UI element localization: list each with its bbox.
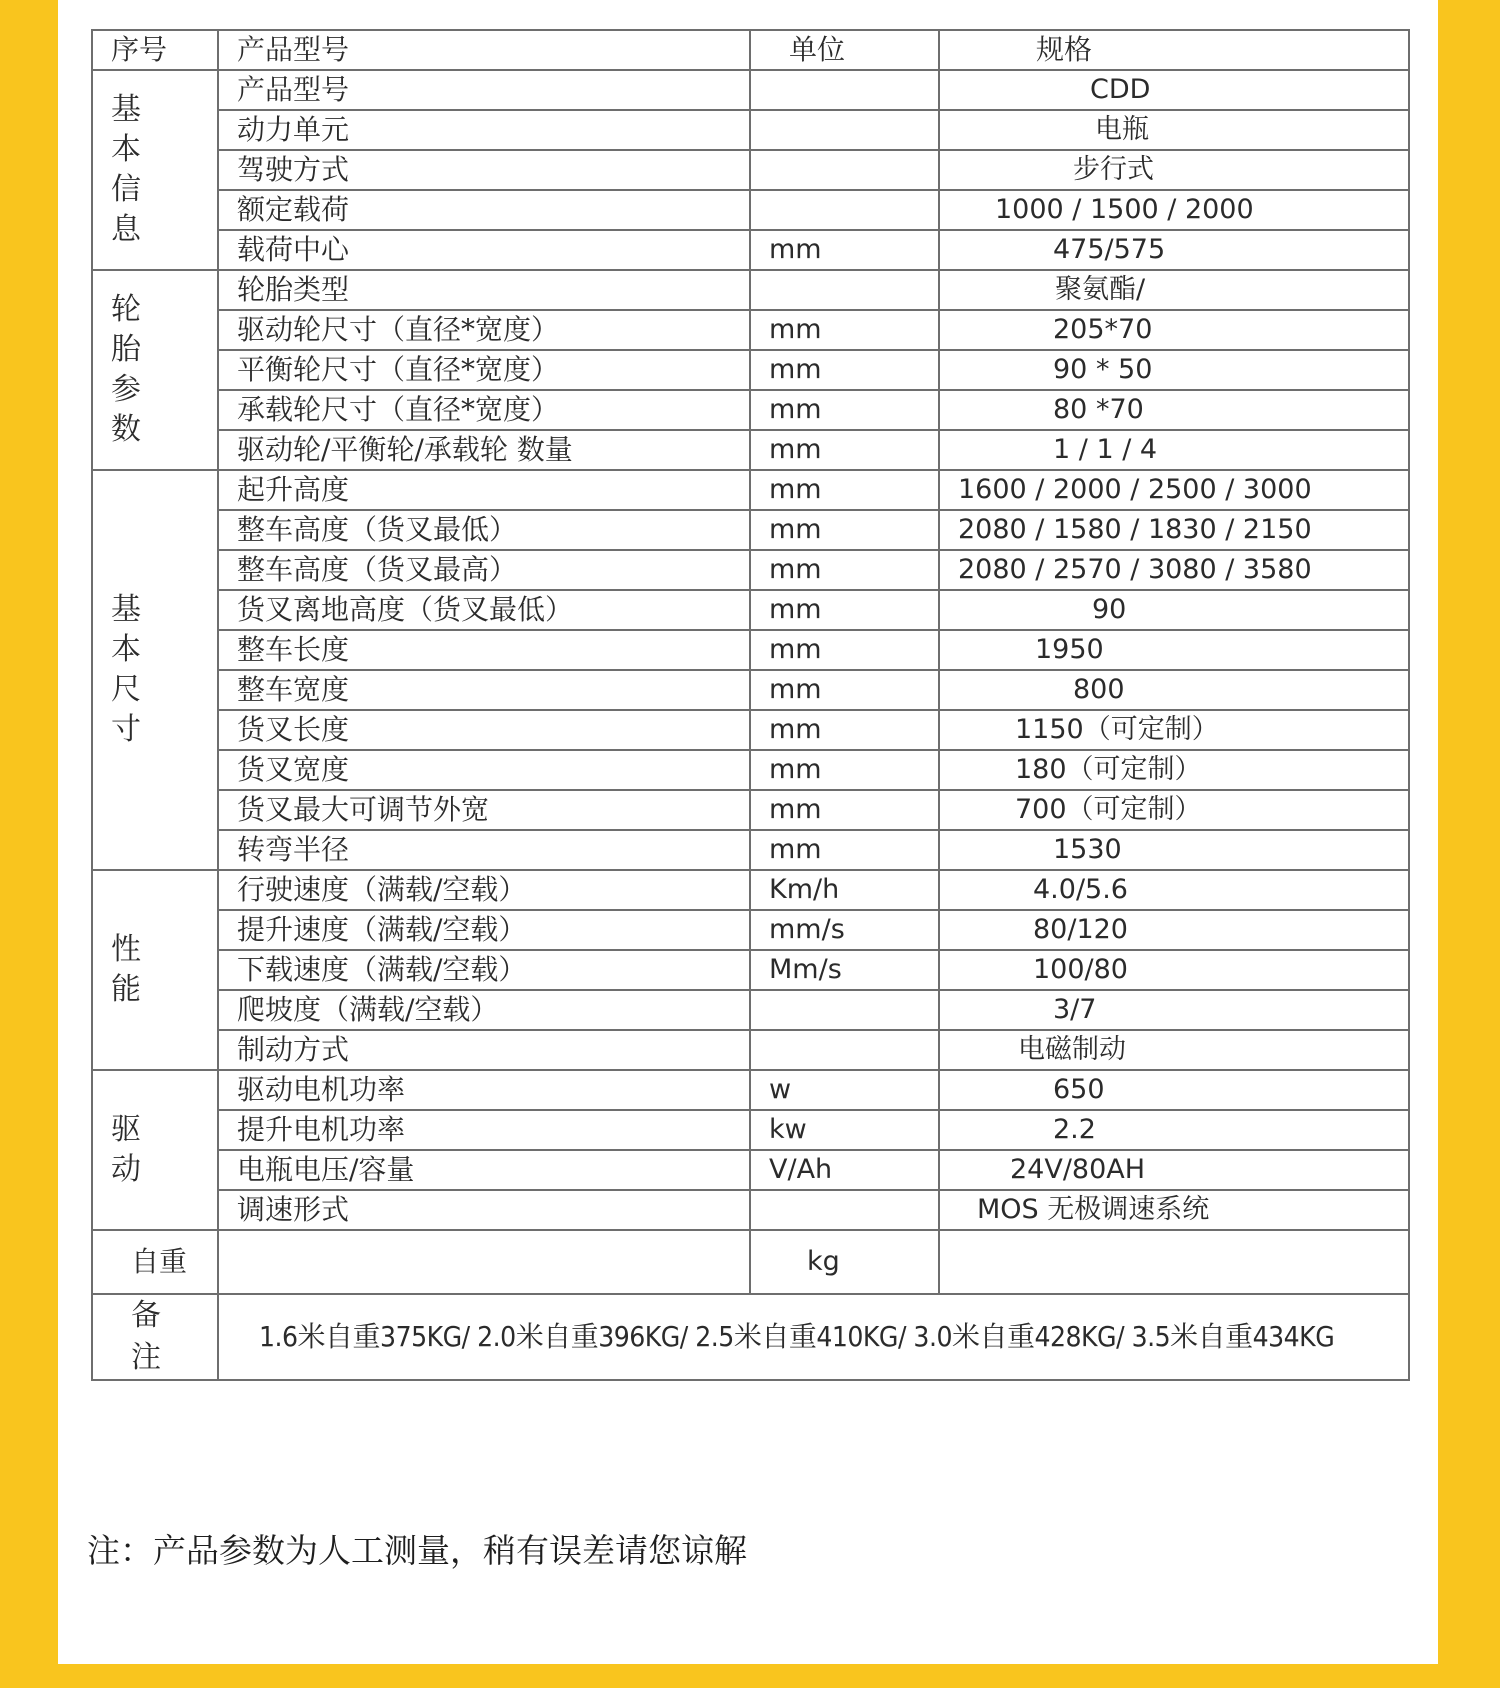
param-unit bbox=[750, 190, 939, 230]
param-unit: mm bbox=[750, 430, 939, 470]
param-unit bbox=[750, 1030, 939, 1070]
param-name: 承载轮尺寸（直径*宽度） bbox=[218, 390, 750, 430]
table-row bbox=[92, 910, 1409, 950]
table-row bbox=[92, 510, 1409, 550]
param-unit: mm bbox=[750, 350, 939, 390]
group-label-text: 基本尺寸 bbox=[111, 592, 141, 747]
param-name: 货叉长度 bbox=[218, 710, 750, 750]
group-label-text: 轮胎参数 bbox=[111, 292, 141, 447]
param-name: 整车高度（货叉最高） bbox=[218, 550, 750, 590]
param-value: 聚氨酯/ bbox=[939, 270, 1409, 310]
weight-value bbox=[939, 1230, 1409, 1294]
group-label bbox=[92, 70, 218, 270]
table-row bbox=[92, 190, 1409, 230]
table-row bbox=[92, 830, 1409, 870]
table-row bbox=[92, 710, 1409, 750]
param-name: 起升高度 bbox=[218, 470, 750, 510]
param-value: 电瓶 bbox=[939, 110, 1409, 150]
param-value: 1000 / 1500 / 2000 bbox=[939, 190, 1409, 230]
param-unit bbox=[750, 110, 939, 150]
param-unit: mm bbox=[750, 710, 939, 750]
param-unit: mm/s bbox=[750, 910, 939, 950]
group-label bbox=[92, 270, 218, 470]
param-unit: mm bbox=[750, 310, 939, 350]
spec-table bbox=[91, 29, 1410, 1381]
table-row bbox=[92, 310, 1409, 350]
param-unit: mm bbox=[750, 510, 939, 550]
remark-row bbox=[92, 1294, 1409, 1380]
param-name: 电瓶电压/容量 bbox=[218, 1150, 750, 1190]
group-label bbox=[92, 870, 218, 1070]
param-unit: kw bbox=[750, 1110, 939, 1150]
weight-name-empty bbox=[218, 1230, 750, 1294]
spec-card bbox=[58, 0, 1438, 1664]
param-value: 2080 / 2570 / 3080 / 3580 bbox=[939, 550, 1409, 590]
param-value: 180（可定制） bbox=[939, 750, 1409, 790]
param-unit: w bbox=[750, 1070, 939, 1110]
group-label-text: 驱动 bbox=[111, 1112, 141, 1187]
remark-label bbox=[92, 1294, 218, 1380]
header-index: 序号 bbox=[92, 30, 218, 70]
param-name: 提升速度（满载/空载） bbox=[218, 910, 750, 950]
param-value: 步行式 bbox=[939, 150, 1409, 190]
table-row bbox=[92, 630, 1409, 670]
param-value: 475/575 bbox=[939, 230, 1409, 270]
param-unit: mm bbox=[750, 750, 939, 790]
param-name: 额定载荷 bbox=[218, 190, 750, 230]
param-value: 650 bbox=[939, 1070, 1409, 1110]
param-name: 行驶速度（满载/空载） bbox=[218, 870, 750, 910]
table-row bbox=[92, 670, 1409, 710]
table-row bbox=[92, 350, 1409, 390]
param-name: 驱动轮尺寸（直径*宽度） bbox=[218, 310, 750, 350]
param-unit: mm bbox=[750, 550, 939, 590]
param-name: 调速形式 bbox=[218, 1190, 750, 1230]
footnote: 注：产品参数为人工测量，稍有误差请您谅解 bbox=[87, 1531, 747, 1570]
param-value: 2.2 bbox=[939, 1110, 1409, 1150]
param-value: 800 bbox=[939, 670, 1409, 710]
param-name: 整车宽度 bbox=[218, 670, 750, 710]
table-row bbox=[92, 990, 1409, 1030]
param-value: 1150（可定制） bbox=[939, 710, 1409, 750]
param-unit bbox=[750, 1190, 939, 1230]
param-unit: mm bbox=[750, 670, 939, 710]
param-unit bbox=[750, 150, 939, 190]
header-unit: 单位 bbox=[750, 30, 939, 70]
param-unit: Km/h bbox=[750, 870, 939, 910]
param-name: 轮胎类型 bbox=[218, 270, 750, 310]
weight-row bbox=[92, 1230, 1409, 1294]
param-unit: V/Ah bbox=[750, 1150, 939, 1190]
table-row bbox=[92, 590, 1409, 630]
param-name: 平衡轮尺寸（直径*宽度） bbox=[218, 350, 750, 390]
param-value: 1 / 1 / 4 bbox=[939, 430, 1409, 470]
table-row bbox=[92, 70, 1409, 110]
param-name: 爬坡度（满载/空载） bbox=[218, 990, 750, 1030]
table-row bbox=[92, 1110, 1409, 1150]
table-row bbox=[92, 470, 1409, 510]
remark-label-text: 备注 bbox=[131, 1298, 161, 1375]
param-name: 货叉离地高度（货叉最低） bbox=[218, 590, 750, 630]
param-value: 80 *70 bbox=[939, 390, 1409, 430]
param-value: 3/7 bbox=[939, 990, 1409, 1030]
param-unit: mm bbox=[750, 790, 939, 830]
table-row bbox=[92, 110, 1409, 150]
param-unit bbox=[750, 990, 939, 1030]
table-row bbox=[92, 230, 1409, 270]
param-name: 下载速度（满载/空载） bbox=[218, 950, 750, 990]
param-value: 90 bbox=[939, 590, 1409, 630]
param-value: 80/120 bbox=[939, 910, 1409, 950]
group-label-text: 性能 bbox=[111, 932, 141, 1007]
weight-label: 自重 bbox=[92, 1230, 218, 1294]
group-label bbox=[92, 470, 218, 870]
table-row bbox=[92, 390, 1409, 430]
table-row bbox=[92, 950, 1409, 990]
param-value: 电磁制动 bbox=[939, 1030, 1409, 1070]
group-label-text: 基本信息 bbox=[111, 92, 141, 247]
table-row bbox=[92, 1070, 1409, 1110]
param-name: 整车长度 bbox=[218, 630, 750, 670]
param-value: MOS 无极调速系统 bbox=[939, 1190, 1409, 1230]
param-unit bbox=[750, 270, 939, 310]
param-name: 产品型号 bbox=[218, 70, 750, 110]
table-row bbox=[92, 870, 1409, 910]
param-name: 货叉最大可调节外宽 bbox=[218, 790, 750, 830]
param-name: 转弯半径 bbox=[218, 830, 750, 870]
param-unit: mm bbox=[750, 590, 939, 630]
table-row bbox=[92, 1030, 1409, 1070]
param-name: 整车高度（货叉最低） bbox=[218, 510, 750, 550]
group-label bbox=[92, 1070, 218, 1230]
param-unit bbox=[750, 70, 939, 110]
param-name: 提升电机功率 bbox=[218, 1110, 750, 1150]
param-name: 载荷中心 bbox=[218, 230, 750, 270]
param-value: 4.0/5.6 bbox=[939, 870, 1409, 910]
param-value: 2080 / 1580 / 1830 / 2150 bbox=[939, 510, 1409, 550]
param-unit: mm bbox=[750, 390, 939, 430]
header-row bbox=[92, 30, 1409, 70]
param-value: 90 * 50 bbox=[939, 350, 1409, 390]
table-row bbox=[92, 1190, 1409, 1230]
param-name: 制动方式 bbox=[218, 1030, 750, 1070]
param-name: 驾驶方式 bbox=[218, 150, 750, 190]
table-row bbox=[92, 430, 1409, 470]
param-unit: mm bbox=[750, 630, 939, 670]
param-unit: mm bbox=[750, 230, 939, 270]
table-row bbox=[92, 790, 1409, 830]
table-row bbox=[92, 550, 1409, 590]
param-value: 100/80 bbox=[939, 950, 1409, 990]
param-name: 驱动轮/平衡轮/承载轮 数量 bbox=[218, 430, 750, 470]
param-name: 驱动电机功率 bbox=[218, 1070, 750, 1110]
header-spec: 规格 bbox=[939, 30, 1409, 70]
param-value: 700（可定制） bbox=[939, 790, 1409, 830]
param-value: 24V/80AH bbox=[939, 1150, 1409, 1190]
table-row bbox=[92, 150, 1409, 190]
param-name: 货叉宽度 bbox=[218, 750, 750, 790]
param-unit: Mm/s bbox=[750, 950, 939, 990]
param-unit: mm bbox=[750, 830, 939, 870]
param-name: 动力单元 bbox=[218, 110, 750, 150]
param-value: 205*70 bbox=[939, 310, 1409, 350]
table-row bbox=[92, 1150, 1409, 1190]
param-value: 1530 bbox=[939, 830, 1409, 870]
param-value: CDD bbox=[939, 70, 1409, 110]
weight-unit: kg bbox=[750, 1230, 939, 1294]
param-value: 1600 / 2000 / 2500 / 3000 bbox=[939, 470, 1409, 510]
remark-text: 1.6米自重375KG/ 2.0米自重396KG/ 2.5米自重410KG/ 3.0米自重428KG/ 3.5米自重434KG bbox=[218, 1294, 1409, 1380]
table-row bbox=[92, 270, 1409, 310]
header-model: 产品型号 bbox=[218, 30, 750, 70]
param-unit: mm bbox=[750, 470, 939, 510]
table-row bbox=[92, 750, 1409, 790]
param-value: 1950 bbox=[939, 630, 1409, 670]
